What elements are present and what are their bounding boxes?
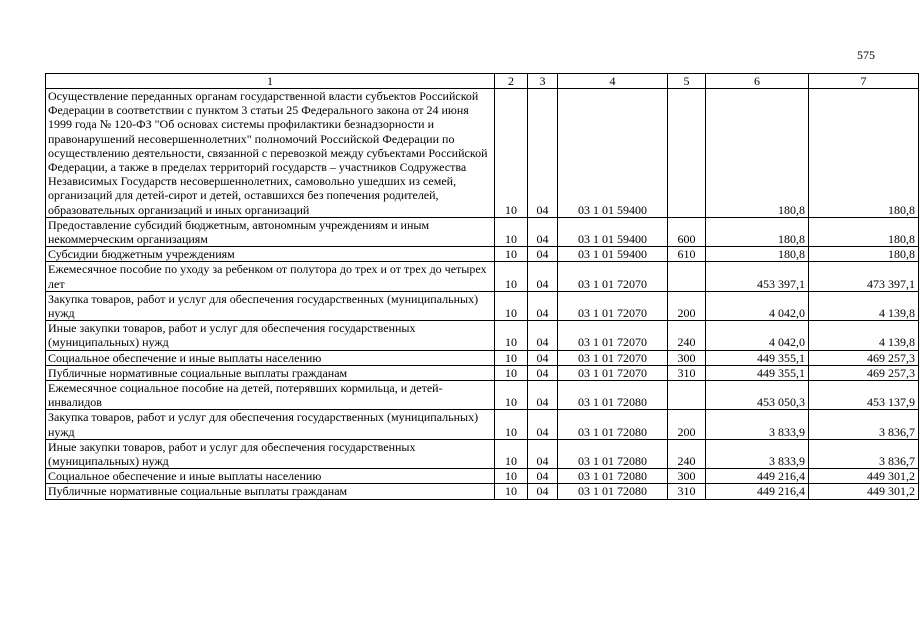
row-amount-year2-cell: 4 139,8: [809, 291, 919, 320]
row-subsection-cell: 04: [528, 410, 558, 439]
row-name-cell: Закупка товаров, работ и услуг для обеспечения государственных (муниципальных) нужд: [46, 410, 495, 439]
header-cell-6: 6: [706, 74, 809, 89]
row-target-article-cell: 03 1 01 72080: [558, 484, 668, 499]
row-name-cell: Ежемесячное социальное пособие на детей, потерявших кормильца, и детей-инвалидов: [46, 381, 495, 410]
row-section-cell: 10: [495, 439, 528, 468]
row-name-cell: Социальное обеспечение и иные выплаты населению: [46, 469, 495, 484]
row-expense-type-cell: 600: [668, 217, 706, 246]
row-subsection-cell: 04: [528, 350, 558, 365]
row-section-cell: 10: [495, 89, 528, 218]
row-amount-year1-cell: 449 355,1: [706, 365, 809, 380]
header-cell-5: 5: [668, 74, 706, 89]
row-expense-type-cell: 300: [668, 350, 706, 365]
row-amount-year1-cell: 453 050,3: [706, 381, 809, 410]
row-amount-year1-cell: 180,8: [706, 217, 809, 246]
row-subsection-cell: 04: [528, 291, 558, 320]
row-section-cell: 10: [495, 484, 528, 499]
row-target-article-cell: 03 1 01 72080: [558, 410, 668, 439]
row-expense-type-cell: 310: [668, 484, 706, 499]
row-amount-year2-cell: 453 137,9: [809, 381, 919, 410]
row-expense-type-cell: 310: [668, 365, 706, 380]
budget-table: [45, 73, 919, 500]
row-amount-year2-cell: 180,8: [809, 247, 919, 262]
row-target-article-cell: 03 1 01 72080: [558, 381, 668, 410]
table-row: [46, 262, 919, 291]
row-expense-type-cell: [668, 262, 706, 291]
row-name-cell: Социальное обеспечение и иные выплаты населению: [46, 350, 495, 365]
header-cell-4: 4: [558, 74, 668, 89]
row-subsection-cell: 04: [528, 469, 558, 484]
table-row: [46, 469, 919, 484]
row-amount-year2-cell: 469 257,3: [809, 350, 919, 365]
table-row: [46, 217, 919, 246]
row-amount-year1-cell: 180,8: [706, 247, 809, 262]
row-amount-year2-cell: 449 301,2: [809, 469, 919, 484]
row-name-cell: Публичные нормативные социальные выплаты гражданам: [46, 484, 495, 499]
row-expense-type-cell: 300: [668, 469, 706, 484]
row-expense-type-cell: 610: [668, 247, 706, 262]
row-target-article-cell: 03 1 01 59400: [558, 217, 668, 246]
row-target-article-cell: 03 1 01 72070: [558, 365, 668, 380]
row-name-cell: Ежемесячное пособие по уходу за ребенком от полутора до трех и от трех до четырех лет: [46, 262, 495, 291]
row-amount-year1-cell: 449 216,4: [706, 484, 809, 499]
row-amount-year2-cell: 469 257,3: [809, 365, 919, 380]
row-subsection-cell: 04: [528, 262, 558, 291]
row-target-article-cell: 03 1 01 72070: [558, 350, 668, 365]
row-name-cell: Закупка товаров, работ и услуг для обеспечения государственных (муниципальных) нужд: [46, 291, 495, 320]
row-subsection-cell: 04: [528, 365, 558, 380]
row-subsection-cell: 04: [528, 439, 558, 468]
row-amount-year1-cell: 3 833,9: [706, 439, 809, 468]
row-amount-year2-cell: 473 397,1: [809, 262, 919, 291]
row-expense-type-cell: [668, 89, 706, 218]
row-target-article-cell: 03 1 01 72070: [558, 321, 668, 350]
row-amount-year2-cell: 449 301,2: [809, 484, 919, 499]
row-amount-year1-cell: 453 397,1: [706, 262, 809, 291]
row-section-cell: 10: [495, 291, 528, 320]
row-expense-type-cell: 200: [668, 291, 706, 320]
row-name-cell: Публичные нормативные социальные выплаты гражданам: [46, 365, 495, 380]
header-cell-2: 2: [495, 74, 528, 89]
row-amount-year1-cell: 4 042,0: [706, 321, 809, 350]
table-row: [46, 291, 919, 320]
table-row: [46, 381, 919, 410]
row-section-cell: 10: [495, 321, 528, 350]
header-cell-1: 1: [46, 74, 495, 89]
row-subsection-cell: 04: [528, 217, 558, 246]
table-row: [46, 350, 919, 365]
row-amount-year1-cell: 3 833,9: [706, 410, 809, 439]
row-name-cell: Субсидии бюджетным учреждениям: [46, 247, 495, 262]
row-target-article-cell: 03 1 01 72080: [558, 469, 668, 484]
row-target-article-cell: 03 1 01 72080: [558, 439, 668, 468]
header-cell-7: 7: [809, 74, 919, 89]
row-expense-type-cell: [668, 381, 706, 410]
row-section-cell: 10: [495, 247, 528, 262]
row-section-cell: 10: [495, 262, 528, 291]
table-row: [46, 439, 919, 468]
row-expense-type-cell: 200: [668, 410, 706, 439]
row-amount-year2-cell: 4 139,8: [809, 321, 919, 350]
row-expense-type-cell: 240: [668, 321, 706, 350]
row-amount-year1-cell: 180,8: [706, 89, 809, 218]
row-subsection-cell: 04: [528, 321, 558, 350]
row-section-cell: 10: [495, 350, 528, 365]
row-amount-year2-cell: 180,8: [809, 89, 919, 218]
row-name-cell: Иные закупки товаров, работ и услуг для обеспечения государственных (муниципальных) нужд: [46, 439, 495, 468]
header-cell-3: 3: [528, 74, 558, 89]
table-row: [46, 365, 919, 380]
row-subsection-cell: 04: [528, 247, 558, 262]
table-row: [46, 410, 919, 439]
table-row: [46, 484, 919, 499]
row-amount-year2-cell: 3 836,7: [809, 439, 919, 468]
row-amount-year2-cell: 3 836,7: [809, 410, 919, 439]
page-number: 575: [857, 48, 875, 62]
row-section-cell: 10: [495, 217, 528, 246]
row-section-cell: 10: [495, 381, 528, 410]
row-subsection-cell: 04: [528, 381, 558, 410]
row-name-cell: Осуществление переданных органам государственной власти субъектов Российской Федерации в соответствии с пунктом 3 статьи 25 Федерального закона от 24 июня 1999 года № 120-ФЗ "Об основах системы профилактики безнадзорности и правонарушений несовершеннолетних" полномочий Российской Федерации по осуществлению деятельности, связанной с перевозкой между субъектами Российской Федерации, а также в пределах территорий государств – участников Содружества Независимых Государств несовершеннолетних, самовольно ушедших из семей, организаций для детей-сирот и детей, оставшихся без попечения родителей, образовательных организаций и иных организаций: [46, 89, 495, 218]
table-row: [46, 247, 919, 262]
row-section-cell: 10: [495, 410, 528, 439]
row-amount-year1-cell: 449 355,1: [706, 350, 809, 365]
row-amount-year1-cell: 449 216,4: [706, 469, 809, 484]
row-subsection-cell: 04: [528, 89, 558, 218]
row-target-article-cell: 03 1 01 59400: [558, 89, 668, 218]
row-name-cell: Предоставление субсидий бюджетным, автономным учреждениям и иным некоммерческим организациям: [46, 217, 495, 246]
row-section-cell: 10: [495, 365, 528, 380]
row-name-cell: Иные закупки товаров, работ и услуг для обеспечения государственных (муниципальных) нужд: [46, 321, 495, 350]
row-target-article-cell: 03 1 01 72070: [558, 262, 668, 291]
header-row: [46, 74, 919, 89]
row-amount-year1-cell: 4 042,0: [706, 291, 809, 320]
table-row: [46, 89, 919, 218]
row-target-article-cell: 03 1 01 59400: [558, 247, 668, 262]
row-target-article-cell: 03 1 01 72070: [558, 291, 668, 320]
row-amount-year2-cell: 180,8: [809, 217, 919, 246]
table-row: [46, 321, 919, 350]
row-expense-type-cell: 240: [668, 439, 706, 468]
row-section-cell: 10: [495, 469, 528, 484]
row-subsection-cell: 04: [528, 484, 558, 499]
